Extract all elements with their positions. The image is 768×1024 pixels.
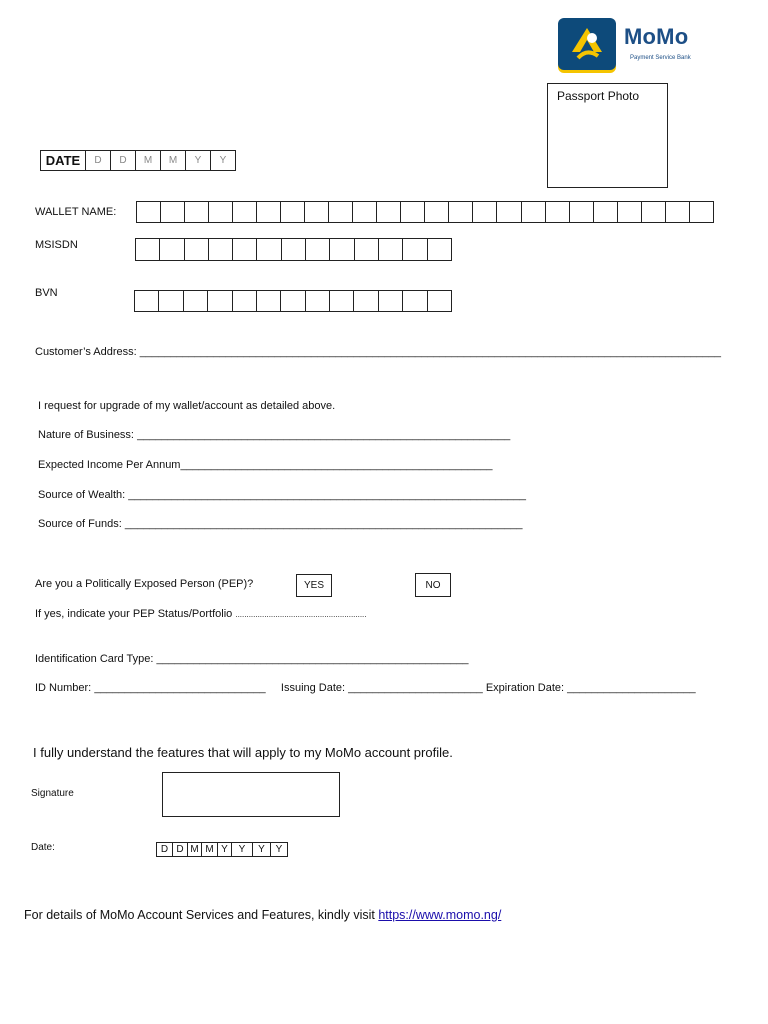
- character-box[interactable]: [329, 202, 353, 222]
- character-box[interactable]: [353, 202, 377, 222]
- character-box[interactable]: [403, 239, 427, 260]
- source-of-wealth-field[interactable]: [38, 489, 526, 501]
- signature-box[interactable]: [162, 772, 340, 817]
- issuing-date-line[interactable]: ______________________: [348, 682, 483, 694]
- pep-question: Are you a Politically Exposed Person (PEP)?: [35, 578, 254, 590]
- id-card-type-label: Identification Card Type:: [35, 653, 154, 665]
- source-of-wealth-label: Source of Wealth:: [38, 489, 126, 501]
- pep-yes-checkbox[interactable]: YES: [296, 574, 332, 597]
- date-bottom-cell[interactable]: Y: [253, 843, 271, 856]
- character-box[interactable]: [184, 291, 208, 311]
- character-box[interactable]: [282, 239, 306, 260]
- id-number-label: ID Number:: [35, 682, 92, 694]
- pep-status-dots[interactable]: ...........................................................: [235, 610, 367, 619]
- upgrade-request-text: I request for upgrade of my wallet/account as detailed above.: [38, 400, 336, 412]
- date-bottom-cell[interactable]: M: [188, 843, 202, 856]
- character-box[interactable]: [570, 202, 594, 222]
- msisdn-input-grid[interactable]: [135, 238, 452, 261]
- pep-status-label: If yes, indicate your PEP Status/Portfolio: [35, 608, 233, 620]
- date-label: Date:: [31, 842, 55, 853]
- character-box[interactable]: [136, 239, 160, 260]
- character-box[interactable]: [666, 202, 690, 222]
- character-box[interactable]: [233, 291, 257, 311]
- passport-photo-box[interactable]: [547, 83, 668, 188]
- character-box[interactable]: [497, 202, 521, 222]
- source-of-funds-line[interactable]: _________________________________________________________________: [124, 518, 523, 530]
- source-of-funds-field[interactable]: [38, 518, 523, 530]
- date-cell[interactable]: M: [161, 151, 186, 170]
- character-box[interactable]: [473, 202, 497, 222]
- footer-note: [24, 908, 501, 922]
- date-cell[interactable]: D: [86, 151, 111, 170]
- nature-of-business-field[interactable]: [38, 429, 510, 441]
- id-card-type-field[interactable]: [35, 653, 469, 665]
- date-bottom-cell[interactable]: Y: [271, 843, 288, 856]
- character-box[interactable]: [257, 291, 281, 311]
- character-box[interactable]: [137, 202, 161, 222]
- date-bottom-cell[interactable]: D: [157, 843, 173, 856]
- date-bottom-cell[interactable]: D: [173, 843, 188, 856]
- character-box[interactable]: [306, 239, 330, 260]
- character-box[interactable]: [546, 202, 570, 222]
- character-box[interactable]: [618, 202, 642, 222]
- character-box[interactable]: [160, 239, 184, 260]
- character-box[interactable]: [428, 239, 452, 260]
- date-bottom-cell[interactable]: Y: [218, 843, 232, 856]
- logo-emblem-icon: [558, 18, 616, 70]
- character-box[interactable]: [208, 291, 232, 311]
- source-of-wealth-line[interactable]: _________________________________________________________________: [128, 489, 526, 501]
- address-field[interactable]: [35, 346, 721, 358]
- id-details-row: [35, 682, 696, 694]
- character-box[interactable]: [281, 291, 305, 311]
- date-bottom-cell[interactable]: Y: [232, 843, 253, 856]
- date-cell[interactable]: M: [136, 151, 161, 170]
- msisdn-label: MSISDN: [35, 239, 78, 251]
- footer-text: For details of MoMo Account Services and Features, kindly visit: [24, 908, 379, 922]
- momo-logo-icon: [558, 18, 616, 70]
- id-card-type-line[interactable]: ___________________________________________________: [156, 653, 469, 665]
- expiration-date-line[interactable]: _____________________: [567, 682, 696, 694]
- date-cell[interactable]: Y: [186, 151, 211, 170]
- passport-photo-label: Passport Photo: [557, 89, 640, 103]
- expected-income-label: Expected Income Per Annum: [38, 459, 181, 471]
- character-box[interactable]: [281, 202, 305, 222]
- character-box[interactable]: [233, 239, 257, 260]
- character-box[interactable]: [522, 202, 546, 222]
- expected-income-line[interactable]: ___________________________________________________: [180, 459, 493, 471]
- expiration-date-label: Expiration Date:: [485, 682, 565, 694]
- character-box[interactable]: [354, 291, 378, 311]
- character-box[interactable]: [425, 202, 449, 222]
- character-box[interactable]: [379, 291, 403, 311]
- pep-status-field[interactable]: [35, 608, 367, 620]
- character-box[interactable]: [355, 239, 379, 260]
- date-header-label: DATE: [41, 151, 86, 170]
- character-box[interactable]: [401, 202, 425, 222]
- bvn-label: BVN: [35, 287, 58, 299]
- character-box[interactable]: [185, 239, 209, 260]
- character-box[interactable]: [159, 291, 183, 311]
- address-label: Customer’s Address:: [35, 346, 137, 358]
- character-box[interactable]: [379, 239, 403, 260]
- address-line[interactable]: _______________________________________________________________________________________________: [139, 346, 721, 358]
- logo-tagline: Payment Service Bank: [630, 55, 691, 61]
- character-box[interactable]: [449, 202, 473, 222]
- character-box[interactable]: [161, 202, 185, 222]
- character-box[interactable]: [257, 202, 281, 222]
- date-bottom-grid: [156, 842, 288, 857]
- nature-of-business-line[interactable]: _____________________________________________________________: [137, 429, 511, 441]
- source-of-funds-label: Source of Funds:: [38, 518, 122, 530]
- character-box[interactable]: [594, 202, 618, 222]
- character-box[interactable]: [690, 202, 714, 222]
- character-box[interactable]: [403, 291, 427, 311]
- expected-income-field[interactable]: [38, 459, 492, 471]
- character-box[interactable]: [306, 291, 330, 311]
- nature-of-business-label: Nature of Business:: [38, 429, 134, 441]
- momo-website-link[interactable]: https://www.momo.ng/: [378, 908, 502, 922]
- character-box[interactable]: [428, 291, 452, 311]
- character-box[interactable]: [377, 202, 401, 222]
- signature-label: Signature: [31, 788, 74, 799]
- character-box[interactable]: [642, 202, 666, 222]
- id-number-line[interactable]: ____________________________: [94, 682, 266, 694]
- character-box[interactable]: [330, 291, 354, 311]
- date-cell[interactable]: D: [111, 151, 136, 170]
- understanding-statement: I fully understand the features that will apply to my MoMo account profile.: [33, 745, 453, 760]
- bvn-input-grid[interactable]: [134, 290, 452, 312]
- character-box[interactable]: [209, 202, 233, 222]
- character-box[interactable]: [185, 202, 209, 222]
- wallet-name-input-grid[interactable]: [136, 201, 714, 223]
- wallet-name-label: WALLET NAME:: [35, 206, 117, 218]
- date-bottom-cell[interactable]: M: [202, 843, 218, 856]
- character-box[interactable]: [233, 202, 257, 222]
- character-box[interactable]: [330, 239, 354, 260]
- character-box[interactable]: [257, 239, 281, 260]
- character-box[interactable]: [305, 202, 329, 222]
- issuing-date-label: Issuing Date:: [280, 682, 346, 694]
- pep-no-checkbox[interactable]: NO: [415, 573, 451, 597]
- logo-name: MoMo: [624, 24, 689, 49]
- date-header-grid: [40, 150, 236, 171]
- date-cell[interactable]: Y: [219, 155, 227, 166]
- character-box[interactable]: [209, 239, 233, 260]
- character-box[interactable]: [135, 291, 159, 311]
